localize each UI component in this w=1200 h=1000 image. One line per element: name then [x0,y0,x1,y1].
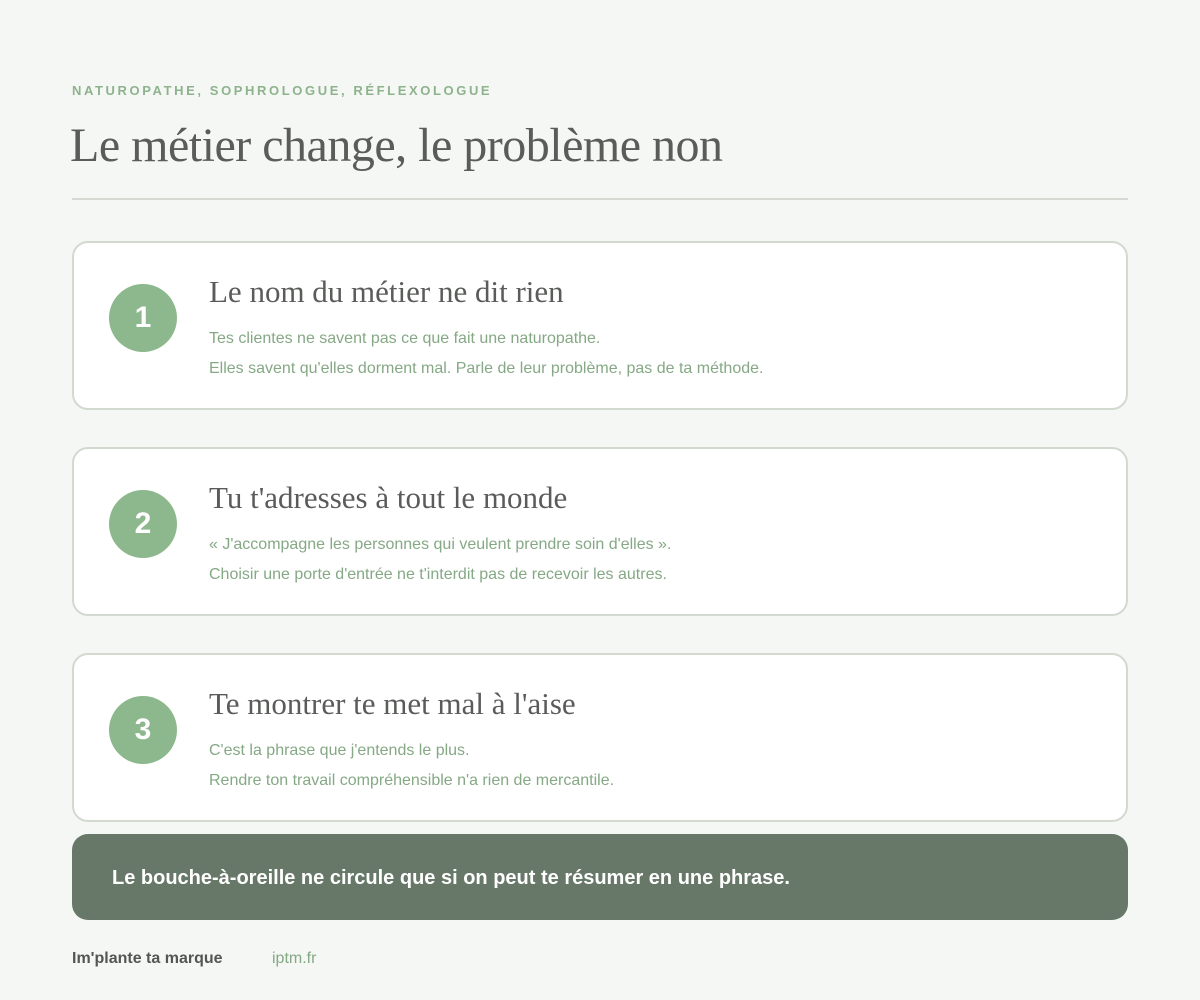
card-2 [72,447,1128,616]
card-text-line: Choisir une porte d'entrée ne t'interdit pas de recevoir les autres. [209,566,667,583]
card-text-line: « J'accompagne les personnes qui veulent prendre soin d'elles ». [209,536,672,553]
callout-banner [72,834,1128,920]
card-text-line: Elles savent qu'elles dorment mal. Parle de leur problème, pas de ta méthode. [209,360,764,377]
card-text-line: C'est la phrase que j'entends le plus. [209,742,470,759]
card-text-line: Rendre ton travail compréhensible n'a rien de mercantile. [209,772,615,789]
card-title: Te montrer te met mal à l'aise [209,686,576,721]
title-divider [72,198,1128,200]
step-number-badge: 3 [109,696,177,764]
footer-brand: Im'plante ta marque [72,950,223,967]
card-1 [72,241,1128,410]
step-number-badge: 2 [109,490,177,558]
callout-text: Le bouche-à-oreille ne circule que si on peut te résumer en une phrase. [112,867,790,889]
card-title: Tu t'adresses à tout le monde [209,480,568,515]
card-title: Le nom du métier ne dit rien [209,274,564,309]
step-number-badge: 1 [109,284,177,352]
card-3 [72,653,1128,822]
page-title: Le métier change, le problème non [70,119,723,172]
footer-website-link[interactable]: iptm.fr [272,950,317,967]
card-text-line: Tes clientes ne savent pas ce que fait une naturopathe. [209,330,601,347]
eyebrow-label: NATUROPATHE, SOPHROLOGUE, RÉFLEXOLOGUE [72,83,493,98]
